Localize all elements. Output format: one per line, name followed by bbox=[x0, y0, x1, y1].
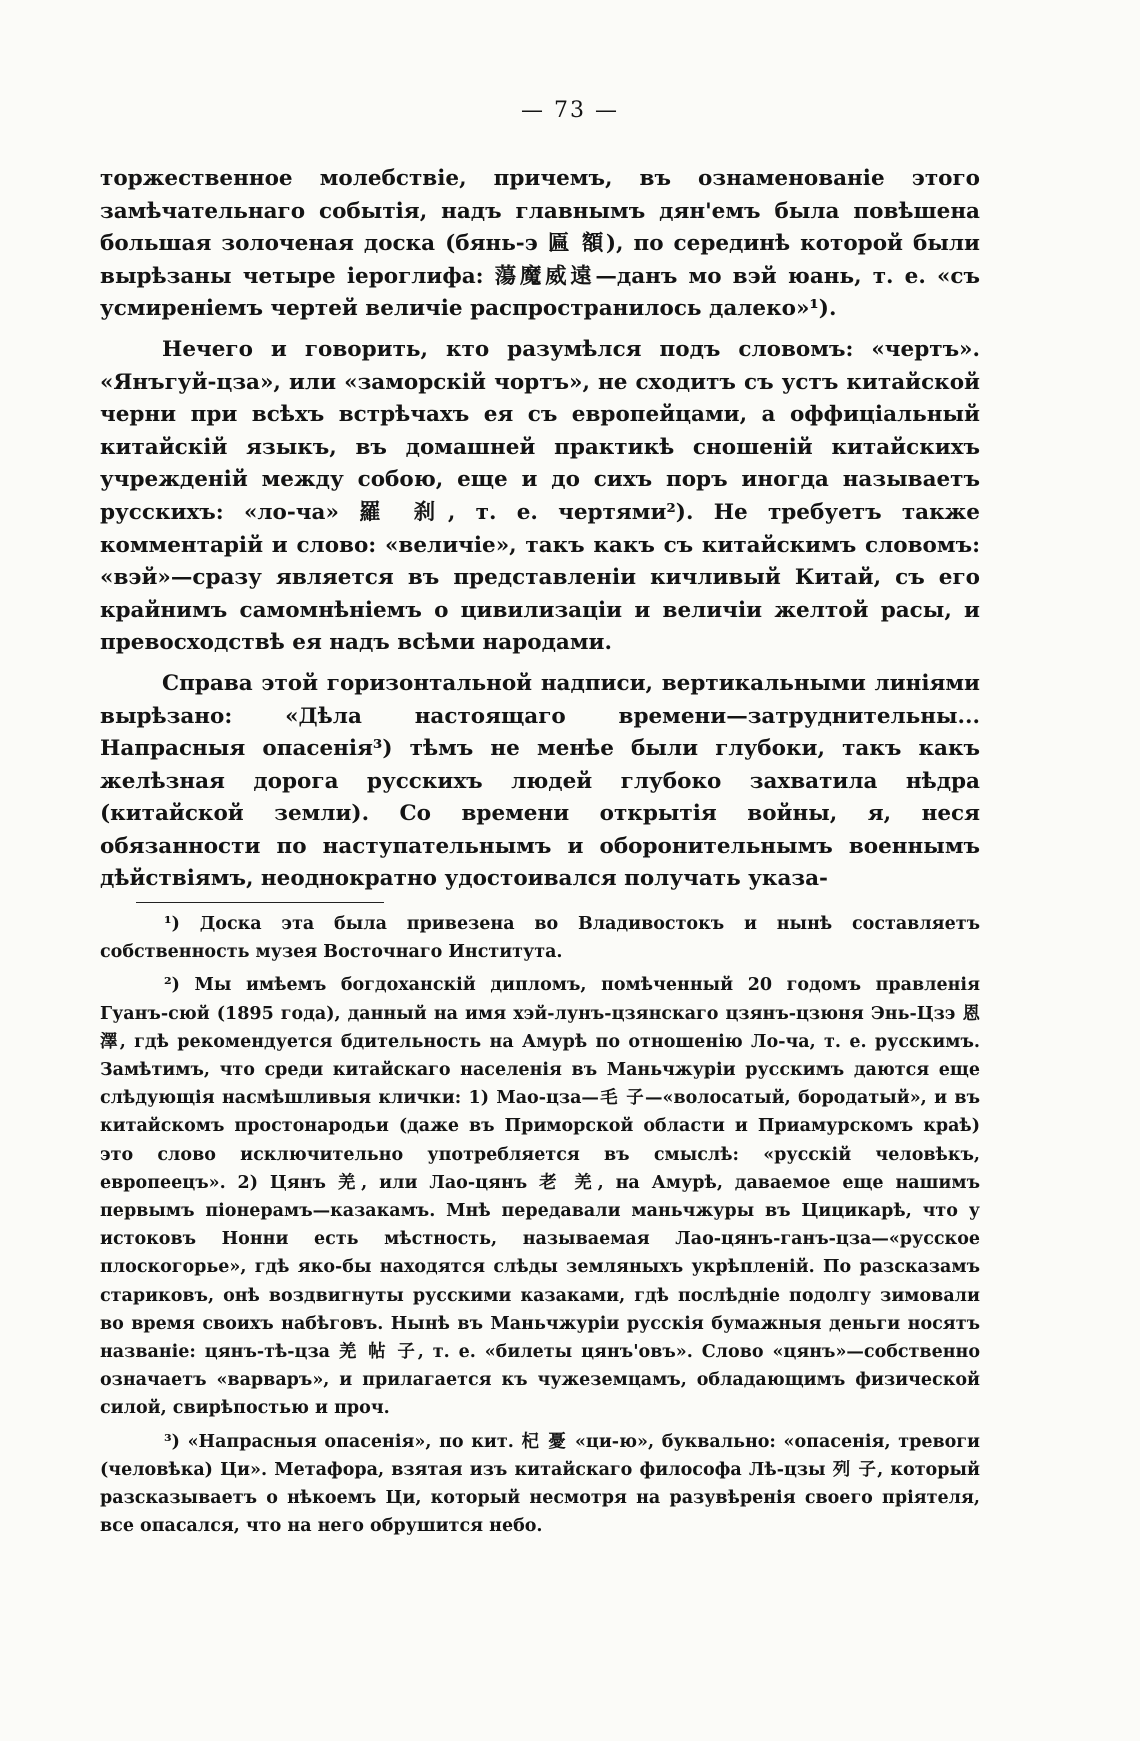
paragraph-1: торжественное молебствіе, причемъ, въ ознаменованіе этого замѣчательнаго событія, надъ главнымъ дян'емъ была повѣшена большая золоченая доска (бянь-э 匾 額), по серединѣ которой были вырѣзаны четыре іероглифа: 蕩魔威遠—данъ мо вэй юань, т. е. «съ усмиреніемъ чертей величіе распространилось далеко»¹). bbox=[100, 166, 980, 322]
footnotes bbox=[100, 910, 980, 1545]
footnote-1: ¹) Доска эта была привезена во Владивостокъ и нынѣ составляетъ собственность музея Восточнаго Института. bbox=[100, 914, 980, 963]
paragraph-3: Справа этой горизонтальной надписи, вертикальными линіями вырѣзано: «Дѣла настоящаго времени—затруднительны... Напрасныя опасенія³) тѣмъ не менѣе были глубоки, такъ какъ желѣзная дорога русскихъ людей глубоко захватила нѣдра (китайской земли). Со времени открытія войны, я, неся обязанности по наступательнымъ и оборонительнымъ военнымъ дѣйствіямъ, неоднократно удостоивался получать указа- bbox=[100, 670, 980, 892]
page-number: — 73 — bbox=[521, 98, 619, 123]
paragraph-2: Нечего и говорить, кто разумѣлся подъ словомъ: «чертъ». «Янъгуй-цза», или «заморскій чортъ», не сходитъ съ устъ китайской черни при всѣхъ встрѣчахъ ея съ европейцами, а оффиціальный китайскій языкъ, въ домашней практикѣ сношеній китайскихъ учрежденій между собою, еще и до сихъ поръ иногда называетъ русскихъ: «ло-ча» 羅 刹, т. е. чертями²). Не требуетъ также комментарій и слово: «величіе», такъ какъ съ китайскимъ словомъ: «вэй»—сразу является въ представленіи кичливый Китай, съ его крайнимъ самомнѣніемъ о цивилизаціи и величіи желтой расы, и превосходствѣ ея надъ всѣми народами. bbox=[100, 336, 980, 656]
footnote-2: ²) Мы имѣемъ богдоханскій дипломъ, помѣченный 20 годомъ правленія Гуанъ-сюй (1895 года), данный на имя хэй-лунъ-цзянскаго цзянъ-цзюня Энь-Цзэ 恩 澤, гдѣ рекомендуется бдительность на Амурѣ по отношенію Ло-ча, т. е. русскимъ. Замѣтимъ, что среди китайскаго населенія въ Маньчжуріи русскимъ даются еще слѣдующія насмѣшливыя клички: 1) Мао-цза—毛 子—«волосатый, бородатый», и въ китайскомъ простонародьи (даже въ Приморской области и Приамурскомъ краѣ) это слово исключительно употребляется въ смыслѣ: «русскій человѣкъ, европеецъ». 2) Цянъ 羌, или Лао-цянъ 老 羌, на Амурѣ, даваемое еще нашимъ первымъ піонерамъ—казакамъ. Мнѣ передавали маньчжуры въ Цицикарѣ, что у истоковъ Нонни есть мѣстность, называемая Лао-цянъ-ганъ-цза—«русское плоскогорье», гдѣ яко-бы находятся слѣды земляныхъ укрѣпленій. По разсказамъ стариковъ, онѣ воздвигнуты русскими казаками, гдѣ послѣдніе подолгу зимовали во время своихъ набѣговъ. Нынѣ въ Маньчжуріи русскія бумажныя деньги носятъ названіе: цянъ-тѣ-цза 羌 帖 子, т. е. «билеты цянъ'овъ». Слово «цянъ»—собственно означаетъ «варваръ», и прилагается къ чужеземцамъ, обладающимъ физической силой, свирѣпостью и проч. bbox=[100, 975, 980, 1419]
footnote-divider bbox=[136, 902, 384, 903]
footnote-3: ³) «Напрасныя опасенія», по кит. 杞 憂 «ци-ю», буквально: «опасенія, тревоги (человѣка) Ци». Метафора, взятая изъ китайскаго философа Лѣ-цзы 列 子, который разсказываетъ о нѣкоемъ Ци, который несмотря на разувѣренія своего пріятеля, все опасался, что на него обрушится небо. bbox=[100, 1431, 980, 1537]
main-text bbox=[100, 163, 980, 896]
